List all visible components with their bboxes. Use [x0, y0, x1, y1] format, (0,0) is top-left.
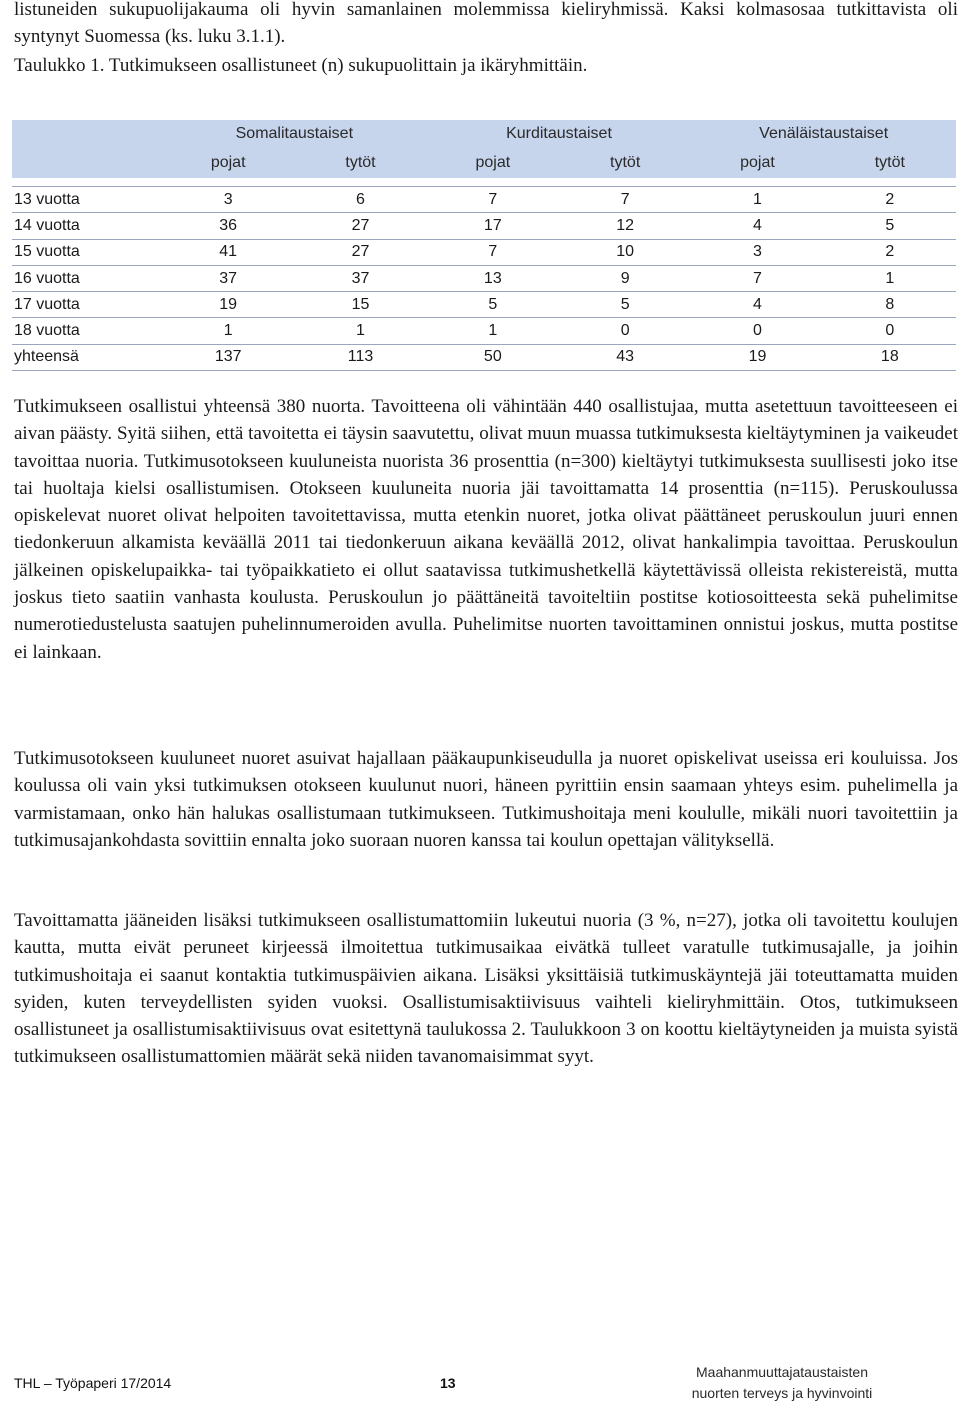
table-cell: 12	[559, 213, 691, 239]
row-label: 18 vuotta	[12, 318, 162, 344]
table-cell: 1	[691, 187, 823, 213]
table-cell: 27	[294, 213, 426, 239]
table-cell: 15	[294, 292, 426, 318]
sub-header: tytöt	[294, 148, 426, 178]
group-header: Somalitaustaiset	[162, 120, 427, 148]
row-label: 14 vuotta	[12, 213, 162, 239]
table-cell: 2	[824, 239, 956, 265]
table-cell: 113	[294, 344, 426, 370]
table-cell: 7	[427, 187, 559, 213]
body-paragraph-1: Tutkimukseen osallistui yhteensä 380 nuorta. Tavoitteena oli vähintään 440 osallistujaa, mutta asetettuun tavoitteeseen ei aivan päästy. Syitä siihen, että tavoitetta ei täysin saavutettu, olivat muun muassa tutkimuksesta kieltäytyminen ja vaikeudet tavoittaa nuoria. Tutkimusotokseen kuuluneista nuorista 36 prosenttia (n=300) kieltäytyi tutkimuksesta suullisesti joko itse tai huoltaja kielsi osallistumisen. Otokseen kuuluneita nuoria jäi tavoittamatta 14 prosenttia (n=115). Peruskoulussa opiskelevat nuoret olivat helpoiten tavoitettavissa, mutta etenkin nuoret, jotka olivat päättäneet peruskoulun juuri ennen tiedonkeruun alkamista keväällä 2011 tai tiedonkeruun aikana keväällä 2012, olivat hankalimpia tavoittaa. Peruskoulun jälkeinen opiskelupaikka- tai työpaikkatieto ei ollut saatavissa tutkimushetkellä käytettävissä olleista rekistereistä, mutta joskus tieto saatiin vanhasta koulusta. Peruskoulun jo päättäneitä tavoiteltiin postitse kotiosoitteesta sekä puhelimitse numerotiedustelusta saatujen puhelinnumeroiden avulla. Puhelimitse nuorten tavoittaminen onnistui joskus, mutta postitse ei lainkaan.	[14, 396, 958, 663]
table-cell: 1	[427, 318, 559, 344]
table-cell: 13	[427, 265, 559, 291]
table-cell: 43	[559, 344, 691, 370]
table-cell: 4	[691, 292, 823, 318]
row-label: yhteensä	[12, 344, 162, 370]
group-header: Venäläistaustaiset	[691, 120, 956, 148]
participants-table	[12, 120, 956, 371]
table-cell: 9	[559, 265, 691, 291]
table-cell: 0	[691, 318, 823, 344]
table-cell: 7	[691, 265, 823, 291]
footer-title-line: nuorten terveys ja hyvinvointi	[691, 1385, 873, 1401]
corner-cell	[12, 120, 162, 148]
table-cell: 17	[427, 213, 559, 239]
table-cell: 4	[691, 213, 823, 239]
table-cell: 7	[559, 187, 691, 213]
table-cell: 5	[559, 292, 691, 318]
group-header: Kurditaustaiset	[427, 120, 692, 148]
page-number: 13	[440, 1375, 456, 1391]
table-cell: 1	[294, 318, 426, 344]
table-cell: 8	[824, 292, 956, 318]
table-row	[12, 213, 956, 239]
table-row	[12, 318, 956, 344]
group-header-row	[12, 120, 956, 148]
table-row	[12, 239, 956, 265]
table-cell: 18	[824, 344, 956, 370]
table-row	[12, 292, 956, 318]
table-cell: 5	[824, 213, 956, 239]
footer-title-line: Maahanmuuttajataustaisten	[696, 1364, 868, 1380]
table-cell: 7	[427, 239, 559, 265]
table-cell: 0	[559, 318, 691, 344]
table-cell: 41	[162, 239, 294, 265]
row-label: 17 vuotta	[12, 292, 162, 318]
body-paragraph-3: Tavoittamatta jääneiden lisäksi tutkimukseen osallistumattomiin lukeutui nuoria (3 %, n=27), jotka oli tavoitettu koulujen kautta, mutta eivät peruneet kirjeessä ilmoitettua tutkimusaikaa eivätkä tulleet varatulle tutkimusajalle, ja joihin tutkimushoitaja ei saanut kontaktia tutkimuspäivien aikana. Lisäksi yksittäisiä tutkimuskäyntejä jäi toteuttamatta muiden syiden, kuten terveydellisten syiden vuoksi. Osallistumisaktiivisuus vaihteli kieliryhmittäin. Otos, tutkimukseen osallistuneet ja osallistumisaktiivisuus ovat esitettynä taulukossa 2. Taulukkoon 3 on koottu kieltäytyneiden ja muista syistä tutkimukseen osallistumattomien määrät sekä niiden tavanomaisimmat syyt.	[14, 910, 958, 1068]
row-label: 16 vuotta	[12, 265, 162, 291]
table-row	[12, 265, 956, 291]
table-caption: Taulukko 1. Tutkimukseen osallistuneet (n) sukupuolittain ja ikäryhmittäin.	[14, 55, 588, 76]
table-row	[12, 344, 956, 370]
table-cell: 6	[294, 187, 426, 213]
sub-header: pojat	[427, 148, 559, 178]
intro-paragraph: listuneiden sukupuolijakauma oli hyvin samanlainen molemmissa kieliryhmissä. Kaksi kolmasosaa tutkittavista oli syntynyt Suomessa (ks. luku 3.1.1).	[14, 0, 958, 48]
row-label: 13 vuotta	[12, 187, 162, 213]
sub-header: tytöt	[559, 148, 691, 178]
table-cell: 1	[824, 265, 956, 291]
table-cell: 3	[162, 187, 294, 213]
table-cell: 0	[824, 318, 956, 344]
table-cell: 3	[691, 239, 823, 265]
body-paragraph-2: Tutkimusotokseen kuuluneet nuoret asuivat hajallaan pääkaupunkiseudulla ja nuoret opiskelivat useissa eri kouluissa. Jos koulussa oli vain yksi tutkimuksen otokseen kuulunut nuori, häneen pyrittiin ensin saamaan yhteys esim. puhelimella ja varmistamaan, onko hän halukas osallistumaan tutkimukseen. Tutkimushoitaja meni koululle, mikäli nuori tavoitettiin ja tutkimusajankohdasta sovittiin ennalta joko suoraan nuoren kanssa tai koulun opettajan välityksellä.	[14, 748, 958, 851]
table-cell: 2	[824, 187, 956, 213]
table-cell: 1	[162, 318, 294, 344]
footer-publication: THL – Työpaperi 17/2014	[14, 1375, 172, 1391]
table-cell: 27	[294, 239, 426, 265]
table-cell: 137	[162, 344, 294, 370]
footer-title	[682, 1362, 882, 1404]
sub-header: pojat	[162, 148, 294, 178]
corner-cell	[12, 148, 162, 178]
table-cell: 19	[162, 292, 294, 318]
table-cell: 10	[559, 239, 691, 265]
table-cell: 19	[691, 344, 823, 370]
table-cell: 36	[162, 213, 294, 239]
sub-header: pojat	[691, 148, 823, 178]
table-cell: 37	[294, 265, 426, 291]
table-cell: 5	[427, 292, 559, 318]
row-label: 15 vuotta	[12, 239, 162, 265]
table-row	[12, 187, 956, 213]
sub-header: tytöt	[824, 148, 956, 178]
table-cell: 37	[162, 265, 294, 291]
table-cell: 50	[427, 344, 559, 370]
sub-header-row	[12, 148, 956, 178]
